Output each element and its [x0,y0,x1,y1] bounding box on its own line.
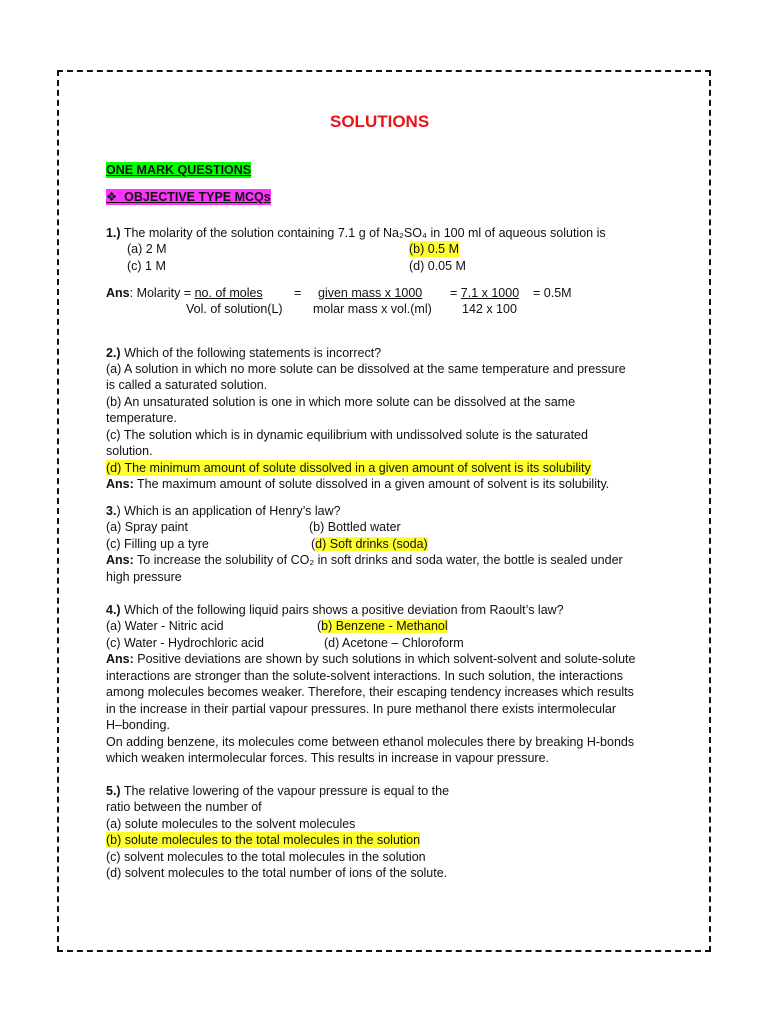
equals-sign-1: = [294,286,302,300]
question-3 [106,503,341,519]
answer-line: H–bonding. [106,718,170,732]
question-5 [106,783,449,799]
question-line: ratio between the number of [106,800,262,814]
option-b: (b) Bottled water [309,520,401,534]
paren: ( [311,537,316,551]
result: = 0.5M [533,286,572,300]
answer-text: The maximum amount of solute dissolved in a given amount of solvent is its solubility. [133,477,610,491]
fraction-3-numerator: 7.1 x 1000 [460,286,520,300]
question-2 [106,345,381,361]
option-b-text: b) Benzene - Methanol [321,619,448,633]
option-d-text: d) Soft drinks (soda) [315,537,428,551]
option-d: (d) 0.05 M [409,259,466,273]
answer-line: interactions are stronger than the solute-solvent interactions. In such solution, the interactions [106,669,623,683]
option-d-answer [311,536,428,552]
question-number: 3. [106,504,117,518]
statement-line: solution. [106,444,153,458]
answer-4 [106,651,635,667]
equals-sign-2: = [450,286,461,300]
page-title: SOLUTIONS [330,112,430,131]
question-number: 1.) [106,226,121,240]
fraction-1-numerator: no. of moles [194,286,263,300]
answer-3 [106,552,623,568]
question-text: Which of the following statements is incorrect? [120,346,382,360]
statement-line: (c) The solution which is in dynamic equilibrium with undissolved solute is the saturated [106,428,588,442]
answer-text: To increase the solubility of CO₂ in soft drinks and soda water, the bottle is sealed under [133,553,623,567]
answer-line: On adding benzene, its molecules come between ethanol molecules there by breaking H-bonds [106,735,635,749]
statement-line: (b) An unsaturated solution is one in which more solute can be dissolved at the same [106,395,576,409]
answer-line: in the increase in their partial vapour pressures. In pure methanol there exists intermolecular [106,702,616,716]
answer-text: Positive deviations are shown by such solutions in which solvent-solvent and solute-solute [133,652,636,666]
option-b-answer [317,618,448,634]
question-number: 2.) [106,346,121,360]
option-a: (a) solute molecules to the solvent molecules [106,817,356,831]
sub-heading-text: OBJECTIVE TYPE MCQs [124,190,271,204]
question-1 [106,225,606,241]
statement-line: is called a saturated solution. [106,378,268,392]
fraction-2-denominator: molar mass x vol.(ml) [313,302,432,316]
question-number: 4.) [106,603,121,617]
question-text: Which of the following liquid pairs shows a positive deviation from Raoult’s law? [120,603,564,617]
option-c: (c) 1 M [127,259,166,273]
answer-line: which weaken intermolecular forces. This results in increase in vapour pressure. [106,751,550,765]
answer-line: high pressure [106,570,182,584]
answer-label: Ans: [106,477,134,491]
option-a: (a) Water - Nitric acid [106,619,224,633]
section-heading: ONE MARK QUESTIONS [106,163,252,177]
answer-label: Ans: [106,652,134,666]
option-a: (a) 2 M [127,242,167,256]
option-a: (a) Spray paint [106,520,188,534]
option-d: (d) Acetone – Chloroform [324,636,464,650]
option-d: (d) solvent molecules to the total number of ions of the solute. [106,866,448,880]
answer-label: Ans [106,286,130,300]
statement-line: (a) A solution in which no more solute can be dissolved at the same temperature and pressure [106,362,626,376]
question-number: 5.) [106,784,121,798]
question-text: The molarity of the solution containing 7.1 g of Na₂SO₄ in 100 ml of aqueous solution is [123,226,606,240]
option-d-answer: (d) The minimum amount of solute dissolved in a given amount of solvent is its solubility [106,461,591,475]
fraction-3 [450,285,519,301]
option-b-answer: (b) solute molecules to the total molecules in the solution [106,833,421,847]
answer-label: Ans: [106,553,134,567]
fraction-2-numerator: given mass x 1000 [318,286,423,300]
option-c: (c) Filling up a tyre [106,537,209,551]
bullet-icon: ❖ [106,190,118,204]
answer-1 [106,285,263,301]
option-b-answer: (b) 0.5 M [409,242,460,256]
statement-line: temperature. [106,411,177,425]
option-c: (c) solvent molecules to the total molecules in the solution [106,850,426,864]
answer-line: among molecules becomes weaker. Therefore, their escaping tendency increases which results [106,685,634,699]
fraction-1-denominator: Vol. of solution(L) [186,302,283,316]
fraction-3-denominator: 142 x 100 [462,302,517,316]
answer-2 [106,476,609,492]
question-4 [106,602,564,618]
answer-prefix: : Molarity = [129,286,195,300]
paren: ( [317,619,322,633]
question-text: ) Which is an application of Henry’s law? [116,504,341,518]
question-text: The relative lowering of the vapour pressure is equal to the [120,784,450,798]
sub-heading [106,189,271,205]
option-c: (c) Water - Hydrochloric acid [106,636,264,650]
